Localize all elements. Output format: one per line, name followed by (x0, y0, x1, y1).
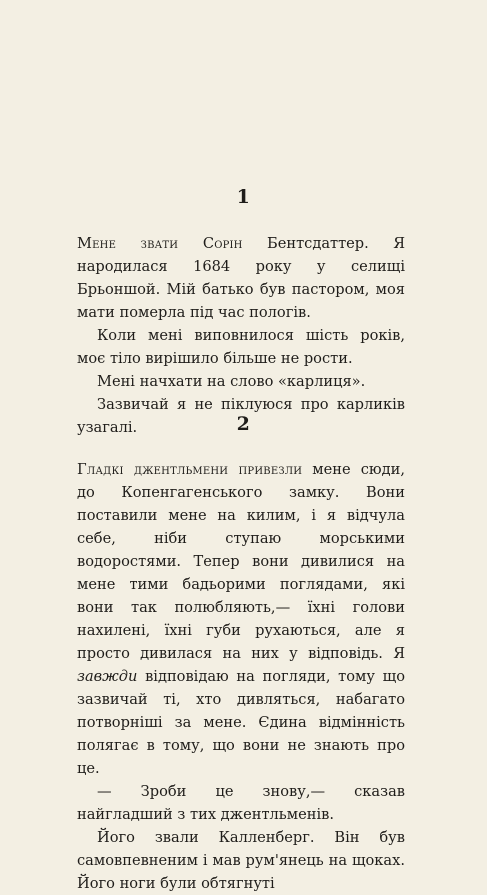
chapter-1-text (77, 232, 405, 439)
chapter-lead-in: Мене звати Сорін (77, 235, 243, 252)
emphasis: завжди (77, 668, 138, 685)
paragraph: Мені начхати на слово «карлиця». (97, 373, 366, 390)
paragraph: Його звали Калленберг. Він був самовпевненим і мав рум'янець на щоках. Його ноги були обтягнуті (77, 829, 405, 892)
paragraph: — Зроби це знову,— сказав найгладший з тих джентльменів. (77, 783, 405, 823)
paragraph: Коли мені виповнилося шість років, моє тіло вирішило більше не рости. (77, 327, 405, 367)
chapter-2-text (77, 458, 405, 895)
paragraph-text: Бентсдаттер. Я народилася 1684 року у селищі Брьоншой. Мій батько був пастором, моя мати померла під час пологів. (77, 235, 405, 321)
chapter-number-1: 1 (236, 186, 251, 208)
paragraph: Зазвичай я не піклуюся про карликів узагалі. (77, 396, 405, 436)
paragraph (77, 458, 405, 780)
paragraph-text: відповідаю на погляди, тому що зазвичай ті, хто дивляться, набагато потворніші за мене. Єдина відмінність полягає в тому, що вони не знають про це. (77, 668, 405, 777)
paragraph-text: мене сюди, до Копенгагенського замку. Вони поставили мене на килим, і я відчула себе, ніби ступаю морськими водоростями. Тепер вони дивилися на мене тими бадьорими поглядами, які вони так полюбляють,— їхні голови нахилені, їхні губи рухаються, але я просто дивилася на них у відповідь. Я (77, 461, 405, 662)
chapter-lead-in: Гладкі джентльмени привезли (77, 461, 303, 478)
paragraph (77, 232, 405, 324)
chapter-number-2: 2 (236, 413, 251, 435)
